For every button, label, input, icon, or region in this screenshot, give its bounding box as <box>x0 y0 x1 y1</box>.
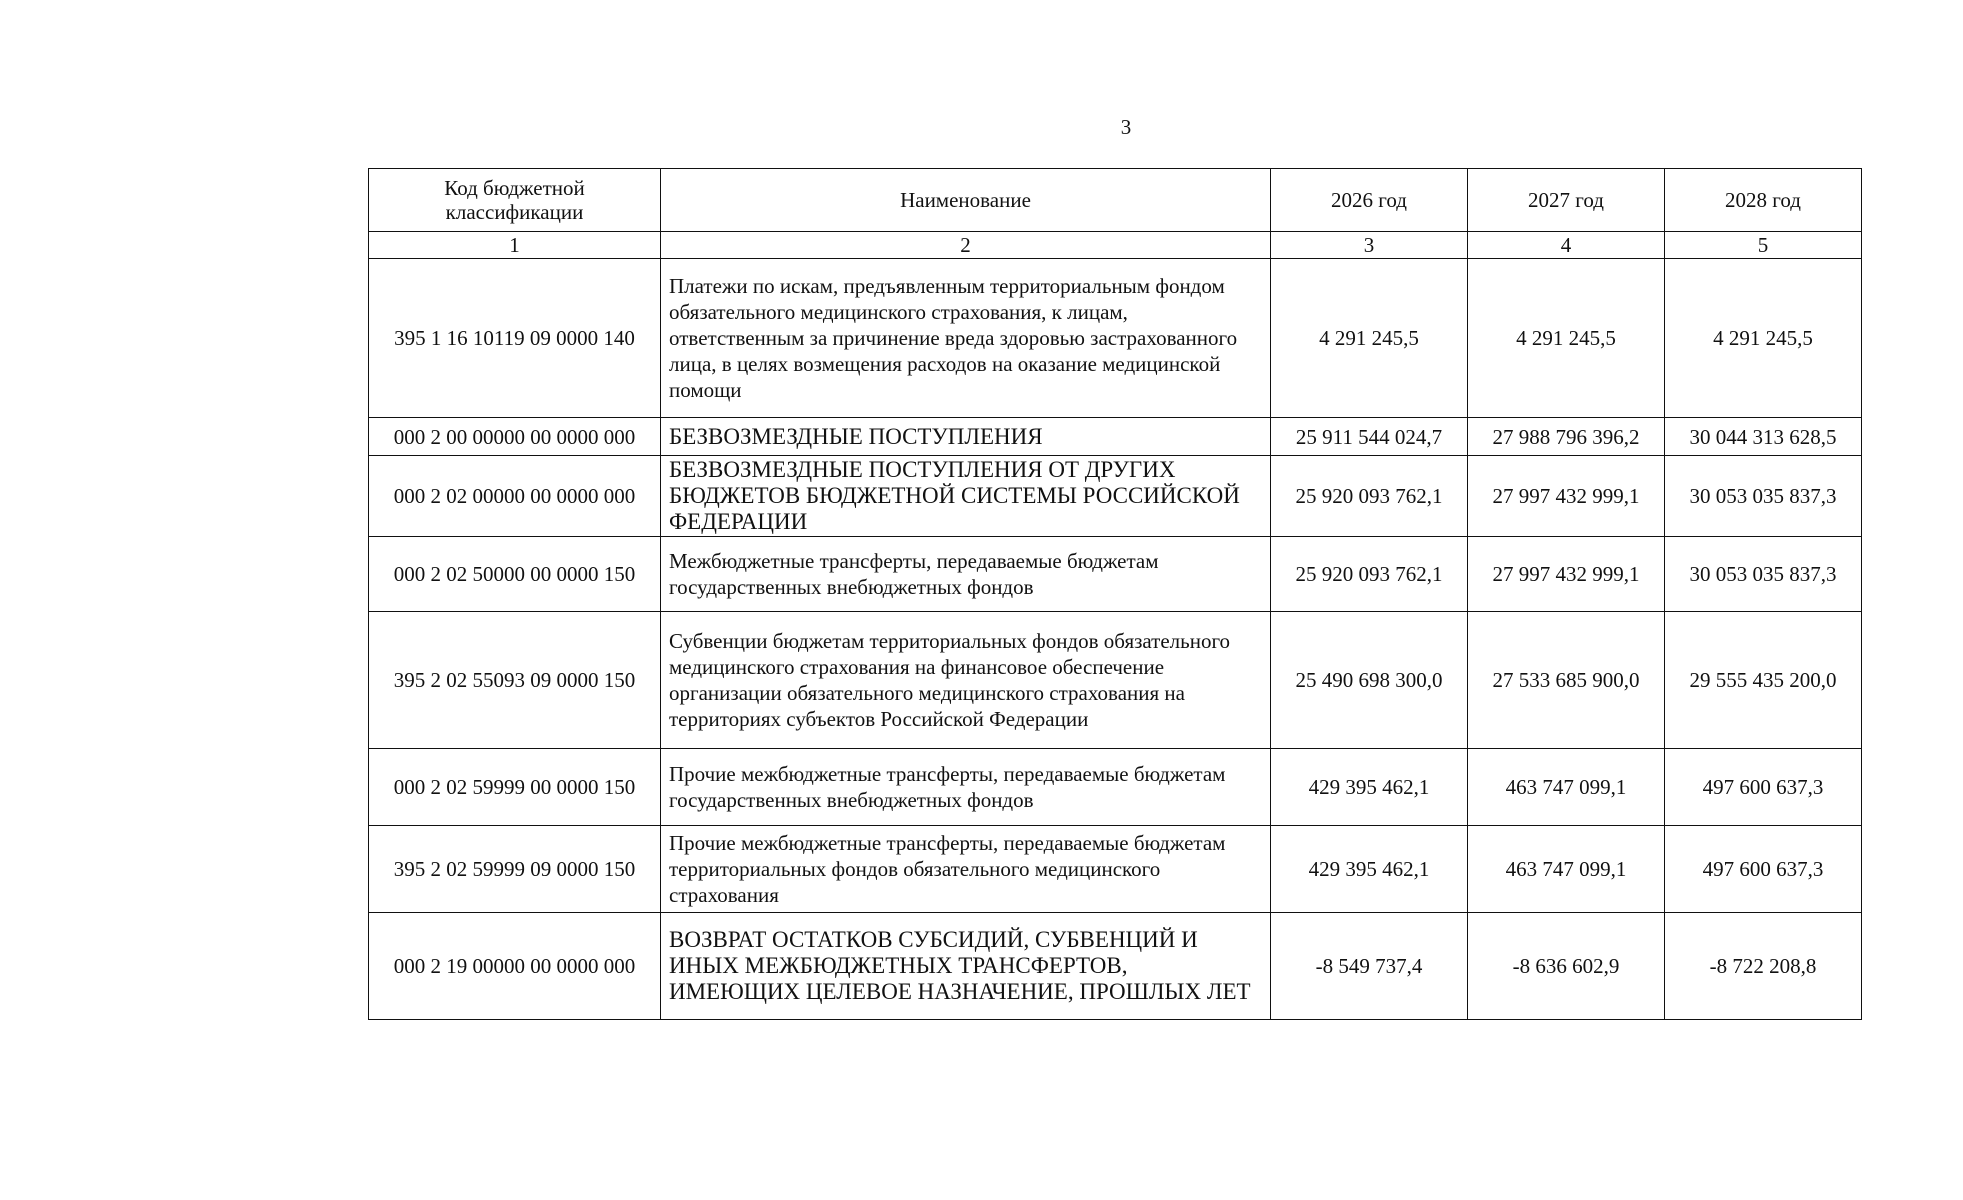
value-2026: 4 291 245,5 <box>1271 259 1468 418</box>
budget-code: 000 2 02 50000 00 0000 150 <box>369 537 661 612</box>
column-number: 2 <box>661 232 1271 259</box>
table-row <box>369 826 1862 913</box>
budget-code: 395 2 02 55093 09 0000 150 <box>369 612 661 749</box>
value-2027: 27 988 796 396,2 <box>1468 418 1665 456</box>
table-row <box>369 418 1862 456</box>
value-2028: 30 053 035 837,3 <box>1665 537 1862 612</box>
column-number: 5 <box>1665 232 1862 259</box>
item-name: Межбюджетные трансферты, передаваемые бюджетам государственных внебюджетных фондов <box>661 537 1271 612</box>
table-row <box>369 612 1862 749</box>
value-2027: 27 997 432 999,1 <box>1468 456 1665 537</box>
item-name: Платежи по искам, предъявленным территориальным фондом обязательного медицинского страхования, к лицам, ответственным за причинение вреда здоровью застрахованного лица, в целях возмещения расходов на оказание медицинской помощи <box>661 259 1271 418</box>
value-2028: 30 044 313 628,5 <box>1665 418 1862 456</box>
value-2027: -8 636 602,9 <box>1468 913 1665 1020</box>
value-2028: 497 600 637,3 <box>1665 749 1862 826</box>
value-2028: 4 291 245,5 <box>1665 259 1862 418</box>
page-number: 3 <box>1120 115 1132 139</box>
value-2026: 429 395 462,1 <box>1271 749 1468 826</box>
column-number: 4 <box>1468 232 1665 259</box>
value-2026: -8 549 737,4 <box>1271 913 1468 1020</box>
value-2026: 25 490 698 300,0 <box>1271 612 1468 749</box>
table-row <box>369 537 1862 612</box>
item-name: Субвенции бюджетам территориальных фондов обязательного медицинского страхования на финансовое обеспечение организации обязательного медицинского страхования на территориях субъектов Российской Федерации <box>661 612 1271 749</box>
value-2027: 463 747 099,1 <box>1468 826 1665 913</box>
column-number-row <box>369 232 1862 259</box>
value-2026: 429 395 462,1 <box>1271 826 1468 913</box>
column-number: 3 <box>1271 232 1468 259</box>
header-name: Наименование <box>661 169 1271 232</box>
value-2028: 497 600 637,3 <box>1665 826 1862 913</box>
value-2027: 463 747 099,1 <box>1468 749 1665 826</box>
header-code: Код бюджетной классификации <box>369 169 661 232</box>
header-year-2027: 2027 год <box>1468 169 1665 232</box>
table-header-row <box>369 169 1862 232</box>
header-year-2026: 2026 год <box>1271 169 1468 232</box>
value-2028: -8 722 208,8 <box>1665 913 1862 1020</box>
item-name: ВОЗВРАТ ОСТАТКОВ СУБСИДИЙ, СУБВЕНЦИЙ И ИНЫХ МЕЖБЮДЖЕТНЫХ ТРАНСФЕРТОВ, ИМЕЮЩИХ ЦЕЛЕВОЕ НАЗНАЧЕНИЕ, ПРОШЛЫХ ЛЕТ <box>661 913 1271 1020</box>
value-2027: 4 291 245,5 <box>1468 259 1665 418</box>
table-row <box>369 259 1862 418</box>
value-2027: 27 997 432 999,1 <box>1468 537 1665 612</box>
budget-revenue-table <box>368 168 1862 1020</box>
budget-code: 000 2 02 59999 00 0000 150 <box>369 749 661 826</box>
value-2028: 29 555 435 200,0 <box>1665 612 1862 749</box>
header-year-2028: 2028 год <box>1665 169 1862 232</box>
table-row <box>369 456 1862 537</box>
budget-code: 395 1 16 10119 09 0000 140 <box>369 259 661 418</box>
value-2026: 25 911 544 024,7 <box>1271 418 1468 456</box>
table-row <box>369 913 1862 1020</box>
item-name: БЕЗВОЗМЕЗДНЫЕ ПОСТУПЛЕНИЯ <box>661 418 1271 456</box>
value-2026: 25 920 093 762,1 <box>1271 537 1468 612</box>
value-2027: 27 533 685 900,0 <box>1468 612 1665 749</box>
value-2026: 25 920 093 762,1 <box>1271 456 1468 537</box>
budget-code: 000 2 02 00000 00 0000 000 <box>369 456 661 537</box>
value-2028: 30 053 035 837,3 <box>1665 456 1862 537</box>
budget-code: 000 2 19 00000 00 0000 000 <box>369 913 661 1020</box>
budget-code: 395 2 02 59999 09 0000 150 <box>369 826 661 913</box>
item-name: БЕЗВОЗМЕЗДНЫЕ ПОСТУПЛЕНИЯ ОТ ДРУГИХ БЮДЖЕТОВ БЮДЖЕТНОЙ СИСТЕМЫ РОССИЙСКОЙ ФЕДЕРАЦИИ <box>661 456 1271 537</box>
budget-code: 000 2 00 00000 00 0000 000 <box>369 418 661 456</box>
column-number: 1 <box>369 232 661 259</box>
item-name: Прочие межбюджетные трансферты, передаваемые бюджетам территориальных фондов обязательного медицинского страхования <box>661 826 1271 913</box>
table-row <box>369 749 1862 826</box>
item-name: Прочие межбюджетные трансферты, передаваемые бюджетам государственных внебюджетных фондов <box>661 749 1271 826</box>
